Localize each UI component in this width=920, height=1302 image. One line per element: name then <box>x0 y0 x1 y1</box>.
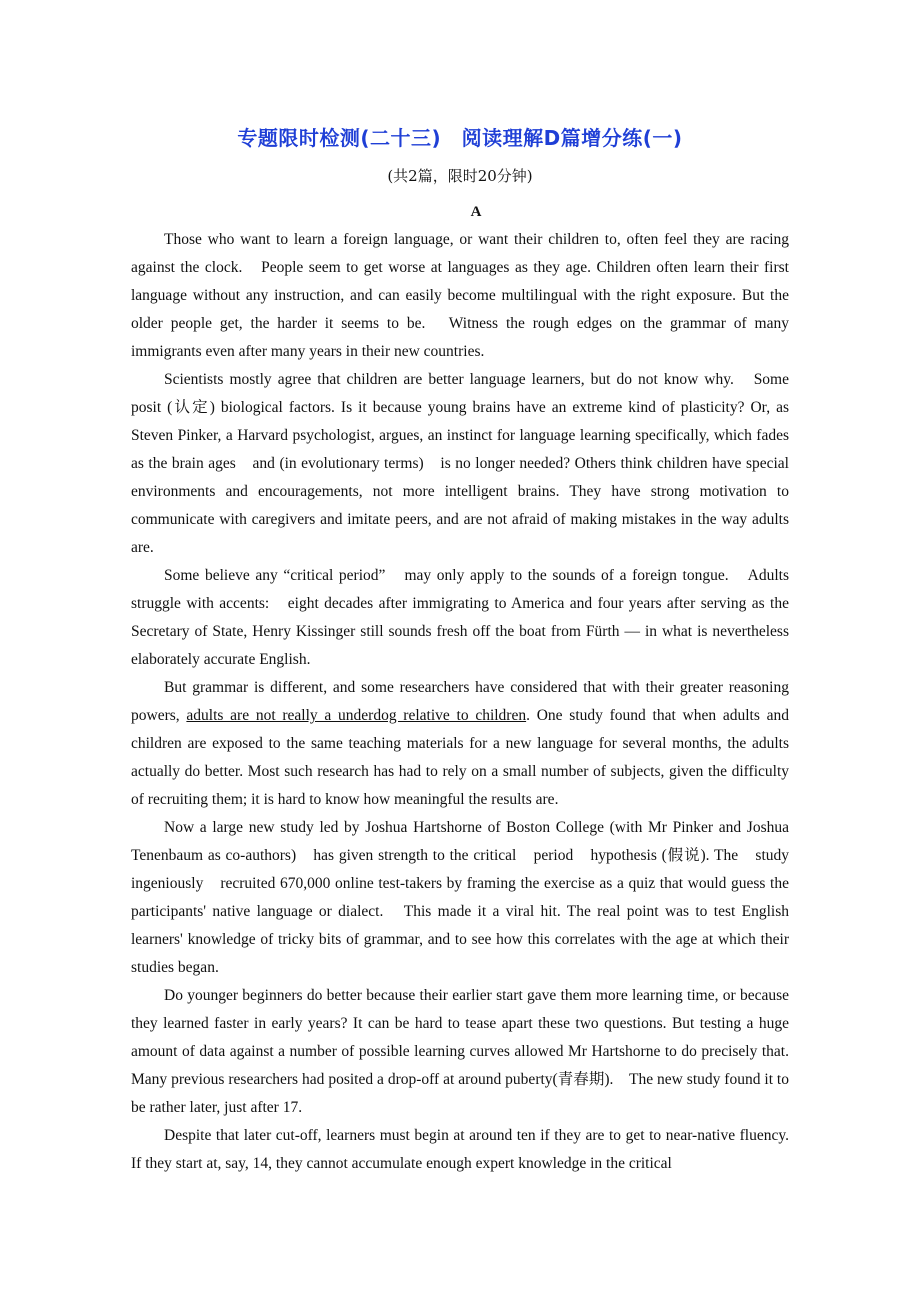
paragraph-4-end: . One study found that when adults and children are exposed to the same teaching materials for a new language for several months, the adults actually do better. Most such research has had to rely on a small number of subjects, given the difficulty of recruiting them; it is hard to know how meaningful the results are. <box>131 707 789 808</box>
paragraph-2: Scientists mostly agree that children are better language learners, but do not know why. Some posit (认定) biological factors. Is it because young brains have an extreme kind of plasticity? Or, as Steven Pinker, a Harvard psychologist, argues, an instinct for language learning specifically, which fades as the brain ages and (in evolutionary terms) is no longer needed? Others think children have special environments and encouragements, not more intelligent brains. They have strong motivation to communicate with caregivers and imitate peers, and are not afraid of making mistakes in the way adults are. <box>131 371 789 556</box>
paragraph-1: Those who want to learn a foreign language, or want their children to, often feel they are racing against the clock. People seem to get worse at languages as they age. Children often learn their first language without any instruction, and can easily become multilingual with the right exposure. But the older people get, the harder it seems to be. Witness the rough edges on the grammar of many immigrants even after many years in their new countries. <box>131 231 789 360</box>
paragraph-5: Now a large new study led by Joshua Hartshorne of Boston College (with Mr Pinker and Joshua Tenenbaum as co-authors) has given strength to the critical period hypothesis (假说). The study ingeniously recruited 670,000 online test-takers by framing the exercise as a quiz that would guess the participants' native language or dialect. This made it a viral hit. The real point was to test English learners' knowledge of tricky bits of grammar, and to see how this correlates with the age at which their studies began. <box>131 819 789 976</box>
page-subtitle: (共2篇，限时20分钟) <box>387 167 533 185</box>
paragraph-6: Do younger beginners do better because their earlier start gave them more learning time, or because they learned faster in early years? It can be hard to tease apart these two questions. But testing a huge amount of data against a number of possible learning curves allowed Mr Hartshorne to do precisely that. Many previous researchers had posited a drop-off at around puberty(青春期). The new study found it to be rather later, just after 17. <box>131 987 789 1116</box>
paragraph-4-start: But grammar is different, and some researchers have considered that with their greater reasoning powers, <box>131 679 789 724</box>
paragraph-3: Some believe any “critical period” may only apply to the sounds of a foreign tongue. Adults struggle with accents: eight decades after immigrating to America and four years after serving as the Secretary of State, Henry Kissinger still sounds fresh off the boat from Fürth — in what is nevertheless elaborately accurate English. <box>131 567 789 668</box>
page-title: 专题限时检测(二十三) 阅读理解D篇增分练(一) <box>237 126 683 150</box>
paragraph-7: Despite that later cut-off, learners must begin at around ten if they are to get to near-native fluency. If they start at, say, 14, they cannot accumulate enough expert knowledge in the critical <box>131 1127 789 1172</box>
section-label: A <box>470 204 482 220</box>
paragraph-4 <box>131 674 789 814</box>
passage-body <box>131 226 789 1178</box>
underlined-phrase: adults are not really a underdog relative to children <box>186 707 527 724</box>
